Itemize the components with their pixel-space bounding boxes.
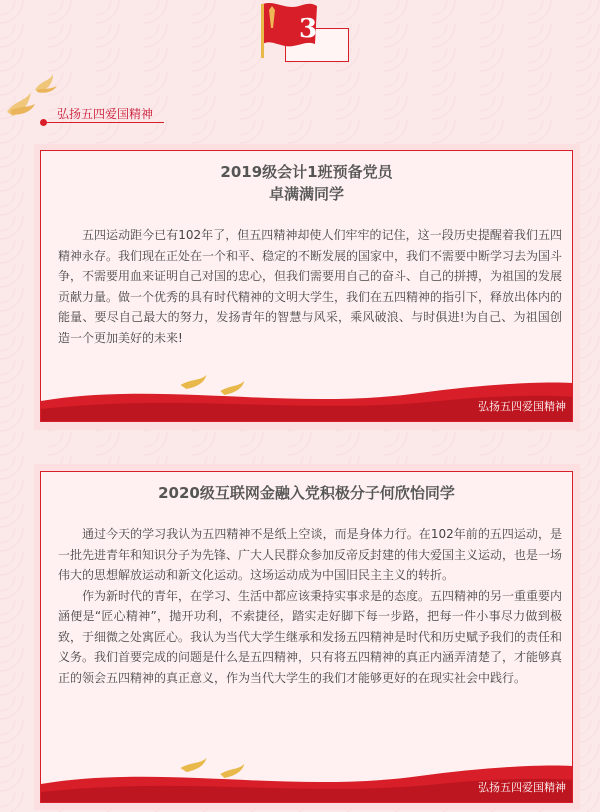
card-paragraph: 作为新时代的青年，在学习、生活中都应该秉持实事求是的态度。五四精神的另一重重要内涵便是“匠心精神”，抛开功利，不索捷径，踏实走好脚下每一步路，把每一件小事尽力做到极致，于细微之处寓匠心。我认为当代大学生继承和发扬五四精神是时代和历史赋予我们的责任和义务。我们首要完成的问题是什么是五四精神，只有将五四精神的真正内涵弄清楚了，才能够真正的领会五四精神的真正意义，作为当代大学生的我们才能够更好的在现实社会中践行。 [58, 588, 563, 685]
card-paragraph: 通过今天的学习我认为五四精神不是纸上空谈，而是身体力行。在102年前的五四运动，是一批先进青年和知识分子为先锋、广大人民群众参加反帝反封建的伟大爱国主义运动，也是一场伟大的思想解放运动和新文化运动。这场运动成为中国旧民主主义的转折。 [58, 527, 563, 582]
card-title: 2020级互联网金融入党积极分子何欣怡同学 [158, 484, 455, 502]
card-footer-text: 弘扬五四爱国精神 [478, 781, 566, 794]
card-subtitle: 卓满满同学 [268, 185, 344, 203]
section-label: 弘扬五四爱国精神 [57, 107, 154, 121]
badge-number: 3 [299, 14, 318, 44]
article-card [40, 471, 573, 803]
section-underline [44, 122, 164, 123]
chapter-badge [255, 0, 355, 60]
dove-icon [5, 72, 65, 122]
article-card [40, 150, 573, 422]
card-paragraph: 五四运动距今已有102年了，但五四精神却使人们牢牢的记住，这一段历史提醒着我们五四精神永存。我们现在正处在一个和平、稳定的不断发展的国家中，我们不需要中断学习去为国斗争，不需要用血来证明自己对国的忠心，但我们需要用自己的奋斗、自己的拼搏，为祖国的发展贡献力量。做一个优秀的具有时代精神的文明大学生，我们在五四精神的指引下，释放出体内的能量、要尽自己最大的努力，发扬青年的智慧与风采，乘风破浪、与时俱进!为自己、为祖国创造一个更加美好的未来! [58, 228, 563, 345]
card-footer-text: 弘扬五四爱国精神 [478, 400, 566, 413]
card-title: 2019级会计1班预备党员 [220, 163, 393, 181]
